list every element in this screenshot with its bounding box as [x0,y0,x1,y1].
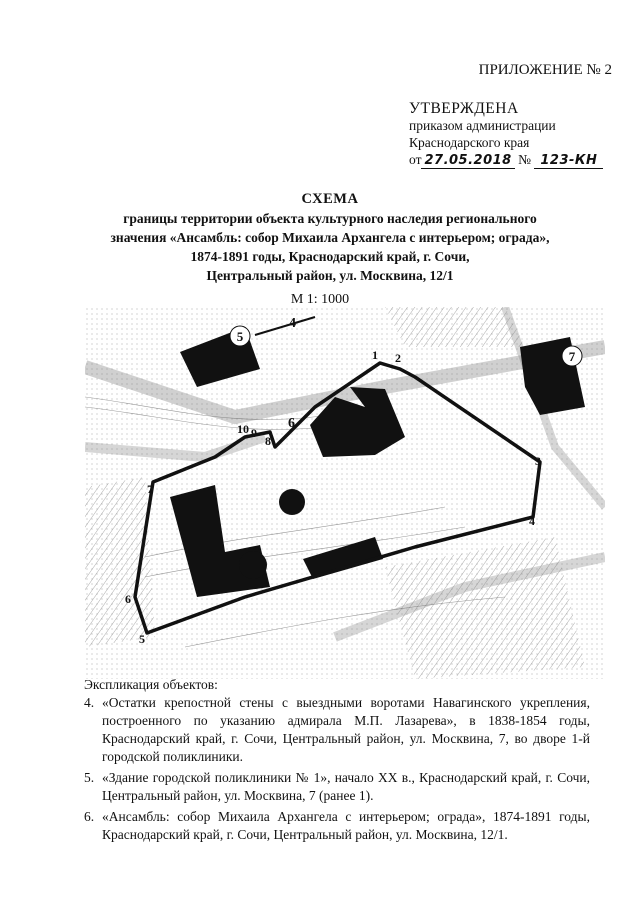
legend-item [84,808,590,844]
legend-item-text: «Остатки крепостной стены с выездными воротами Навагинского укрепления, построенного по указанию адмирала М.П. Лазарева», в 1838-1854 годы, Краснодарский край, г. Сочи, Центральный район, ул. Москвина, 7, во дворе 1-й городской поликлиники. [102,695,590,764]
approval-number: 123-КН [534,153,603,169]
approval-heading: УТВЕРЖДЕНА [409,100,519,117]
point-10: 10 [237,422,249,436]
legend-item-number: 5. [84,770,95,785]
label-7: 7 [568,349,576,364]
title-line-2: значения «Ансамбль: собор Михаила Архангела с интерьером; ограда», [110,230,550,245]
point-9: 9 [251,426,257,440]
label-5: 5 [236,329,244,344]
map-scale: М 1: 1000 [290,292,350,307]
title-line-3: 1874-1891 годы, Краснодарский край, г. Сочи, [190,249,470,264]
round-structure-west [239,551,267,579]
legend-item-number: 4. [84,695,95,710]
point-1: 1 [372,348,378,362]
approval-from: от [409,152,422,167]
title-line-4: Центральный район, ул. Москвина, 12/1 [206,268,454,283]
legend-item [84,769,590,805]
document-title [90,190,570,285]
point-3: 3 [535,454,541,468]
legend-item-text: «Ансамбль: собор Михаила Архангела с интерьером; ограда», 1874-1891 годы, Краснодарский край, г. Сочи, Центральный район, ул. Москвина, 12/1. [102,809,590,842]
hatched-block-north [385,307,525,347]
title-line-1: границы территории объекта культурного наследия регионального [123,211,537,226]
legend-item-text: «Здание городской поликлиники № 1», начало XX в., Краснодарский край, г. Сочи, Центральный район, ул. Москвина, 7 (ранее 1). [102,770,590,803]
point-6: 6 [125,592,131,606]
point-4: 4 [529,514,535,528]
label-4: 4 [289,316,296,331]
approval-no: № [518,152,531,167]
title-main: СХЕМА [301,191,359,207]
approval-date-line [409,151,603,169]
point-2: 2 [395,351,401,365]
label-6: 6 [288,416,295,431]
approval-line-1: приказом администрации [409,118,556,133]
point-7: 7 [147,482,153,496]
round-structure-center [279,489,305,515]
site-map [85,307,605,679]
point-5: 5 [139,632,145,646]
legend [84,676,590,847]
legend-item-number: 6. [84,809,95,824]
legend-heading: Экспликация объектов: [84,677,218,692]
approval-stamp [409,100,603,169]
approval-date: 27.05.2018 [421,153,514,169]
point-8: 8 [265,434,271,448]
approval-line-2: Краснодарского края [409,135,530,150]
appendix-label: ПРИЛОЖЕНИЕ № 2 [478,62,612,78]
legend-item [84,694,590,766]
